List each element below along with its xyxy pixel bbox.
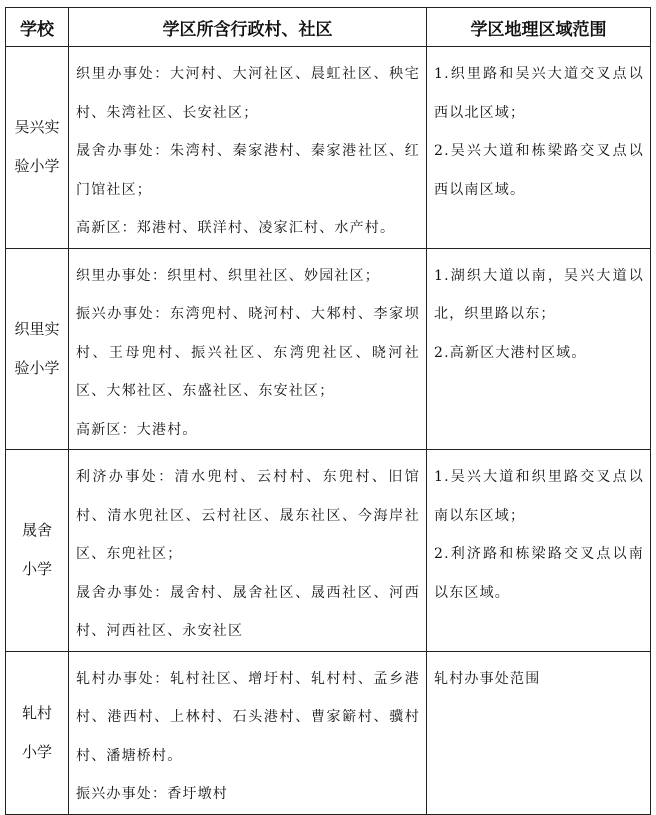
school-name: 晟舍 小学 bbox=[6, 450, 69, 652]
school-name: 轧村 小学 bbox=[6, 651, 69, 814]
school-name: 吴兴实 验小学 bbox=[6, 47, 69, 249]
header-area: 学区地理区域范围 bbox=[427, 8, 651, 47]
district-list bbox=[69, 47, 427, 249]
area-entry: 轧村办事处范围 bbox=[434, 670, 541, 687]
area-entry: 1.吴兴大道和织里路交叉点以南以东区域； bbox=[434, 469, 644, 524]
district-entry: 织里办事处：大河村、大河社区、晨虹社区、秧宅村、朱湾社区、长安社区； bbox=[76, 66, 420, 121]
area-entry: 2.高新区大港村区域。 bbox=[434, 344, 587, 361]
area-entry: 2.利济路和栋梁路交叉点以南以东区域。 bbox=[434, 546, 644, 601]
header-row bbox=[6, 8, 651, 47]
table-row bbox=[6, 248, 651, 450]
district-list bbox=[69, 450, 427, 652]
district-entry: 织里办事处：织里村、织里社区、妙园社区； bbox=[76, 267, 380, 284]
header-districts: 学区所含行政村、社区 bbox=[69, 8, 427, 47]
area-entry: 2.吴兴大道和栋梁路交叉点以西以南区域。 bbox=[434, 143, 644, 198]
header-school: 学校 bbox=[6, 8, 69, 47]
district-entry: 高新区：大港村。 bbox=[76, 421, 198, 438]
table-row bbox=[6, 651, 651, 814]
school-name: 织里实 验小学 bbox=[6, 248, 69, 450]
district-entry: 轧村办事处：轧村社区、增圩村、轧村村、孟乡港村、港西村、上林村、石头港村、曹家簖村、骥村村、潘塘桥村。 bbox=[76, 670, 420, 764]
area-entry: 1.织里路和吴兴大道交叉点以西以北区域； bbox=[434, 66, 644, 121]
district-entry: 振兴办事处：东湾兜村、晓河村、大邾村、李家坝村、王母兜村、振兴社区、东湾兜社区、晓河社区、大邾社区、东盛社区、东安社区； bbox=[76, 306, 420, 399]
district-entry: 晟舍办事处：晟舍村、晟舍社区、晟西社区、河西村、河西社区、永安社区 bbox=[76, 584, 420, 639]
district-entry: 振兴办事处：香圩墩村 bbox=[76, 786, 228, 802]
area-range bbox=[427, 47, 651, 249]
district-entry: 利济办事处：清水兜村、云村村、东兜村、旧馆村、清水兜社区、云村社区、晟东社区、今海岸社区、东兜社区； bbox=[76, 469, 420, 562]
area-range bbox=[427, 450, 651, 652]
area-entry: 1.湖织大道以南，吴兴大道以北，织里路以东； bbox=[434, 267, 644, 322]
district-list bbox=[69, 651, 427, 814]
district-entry: 高新区：郑港村、联洋村、凌家汇村、水产村。 bbox=[76, 220, 396, 236]
table-row bbox=[6, 450, 651, 652]
area-range bbox=[427, 248, 651, 450]
table-row bbox=[6, 47, 651, 249]
district-entry: 晟舍办事处：朱湾村、秦家港村、秦家港社区、红门馆社区； bbox=[76, 143, 420, 198]
district-list bbox=[69, 248, 427, 450]
area-range bbox=[427, 651, 651, 814]
school-district-table bbox=[5, 7, 651, 815]
